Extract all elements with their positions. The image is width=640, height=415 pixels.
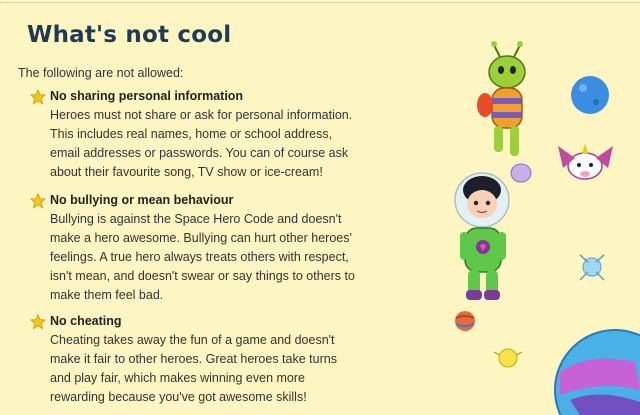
- star-icon: [30, 314, 46, 330]
- space-illustration: [430, 0, 640, 415]
- rock-icon: [511, 164, 531, 182]
- rule-header: [30, 191, 430, 210]
- page-title: What's not cool: [27, 22, 232, 48]
- rule-item: [30, 312, 430, 407]
- girl-astronaut-icon: [455, 173, 509, 300]
- rule-header: [30, 87, 430, 106]
- rule-header: [30, 312, 430, 331]
- rule-description: Bullying is against the Space Hero Code and doesn't make a hero awesome. Bullying can hurt other heroes' feelings. A true hero always treats others with respect, isn't mean, and doesn't swear or say things to others to make them feel bad.: [50, 212, 355, 302]
- alien-hero-icon: [477, 41, 525, 156]
- rule-title: No bullying or mean behaviour: [50, 193, 234, 207]
- large-planet-icon: [555, 330, 640, 415]
- unicorn-icon: [558, 143, 613, 179]
- rule-item: [30, 191, 430, 305]
- star-icon: [30, 89, 46, 105]
- orange-planet-icon: [455, 311, 475, 331]
- rule-title: No sharing personal information: [50, 89, 244, 103]
- rule-description: Heroes must not share or ask for personal information. This includes real names, home or school address, email addresses or passwords. You can of course ask about their favourite song, TV show or ice-cream!: [50, 108, 353, 179]
- star-icon: [30, 193, 46, 209]
- rule-item: [30, 87, 430, 182]
- blue-planet-icon: [571, 76, 609, 114]
- sparkle-creature-icon: [580, 255, 604, 280]
- intro-text: The following are not allowed:: [18, 66, 184, 80]
- yellow-sparkle-icon: [494, 349, 522, 367]
- rule-title: No cheating: [50, 314, 122, 328]
- rule-description: Cheating takes away the fun of a game and doesn't make it fair to other heroes. Great heroes take turns and play fair, which makes winning even more rewarding because you've got awesome skills!: [50, 333, 337, 404]
